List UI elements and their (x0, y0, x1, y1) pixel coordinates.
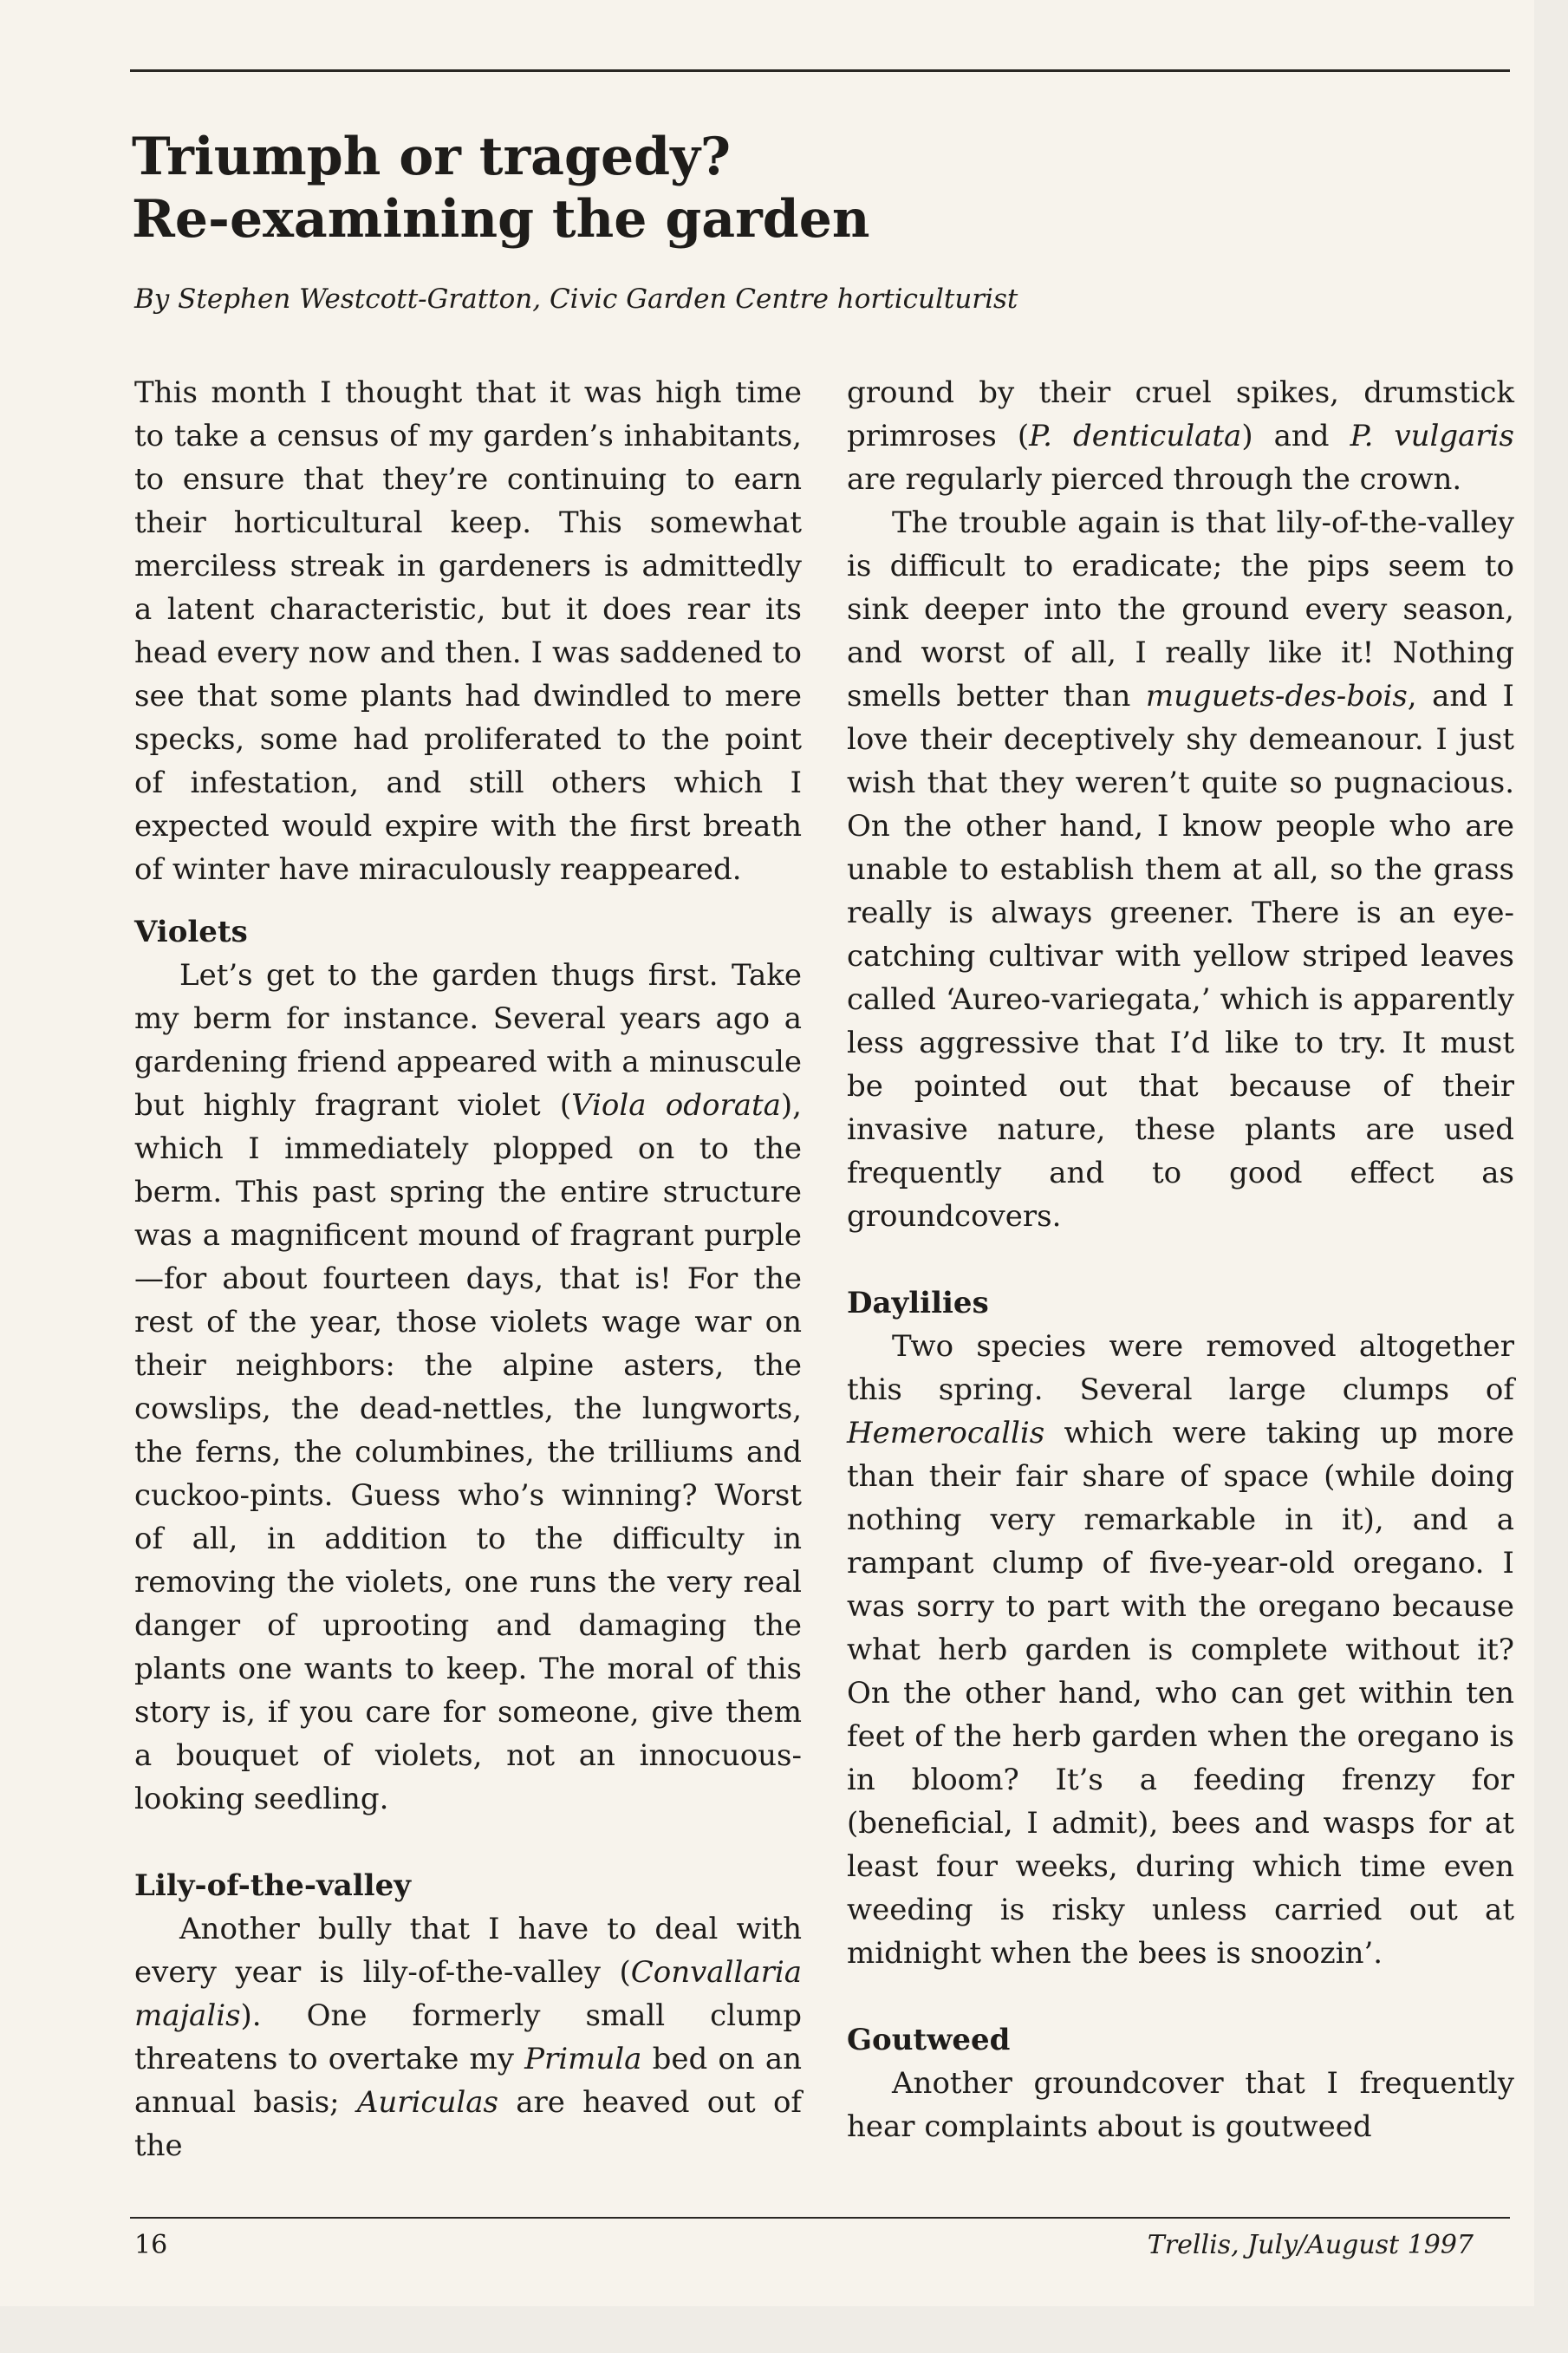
title-line-1: Triumph or tragedy? (132, 127, 732, 187)
goutweed-heading: Goutweed (847, 2023, 1011, 2057)
bottom-rule (130, 2217, 1510, 2219)
goutweed-paragraph: Another groundcover that I frequently hear complaints about is goutweed (847, 2066, 1514, 2144)
continued-paragraph: ground by their cruel spikes, drumstick primroses (P. denticulata) and P. vulgaris are regularly pierced through the crown. (847, 375, 1514, 497)
violets-heading: Violets (134, 915, 248, 949)
left-column (134, 371, 802, 2167)
top-rule (130, 69, 1510, 72)
article-title (132, 126, 1172, 251)
byline: By Stephen Westcott-Gratton, Civic Garden Centre horticulturist (134, 284, 1018, 315)
intro-paragraph: This month I thought that it was high time to take a census of my garden’s inhabitants, to ensure that they’re continuing to earn their horticultural keep. This somewhat merciless streak in gardeners is admittedly a latent characteristic, but it does rear its head every now and then. I was saddened to see that some plants had dwindled to mere specks, some had proliferated to the point of infestation, and still others which I expected would expire with the first breath of winter have miraculously reappeared. (134, 375, 802, 887)
lily-second-paragraph: The trouble again is that lily-of-the-valley is difficult to eradicate; the pips seem to sink deeper into the ground every season, and worst of all, I really like it! Nothing smells better than muguets-des-bois, and I love their deceptively shy demeanour. I just wish that they weren’t quite so pugnacious. On the other hand, I know people who are unable to establish them at all, so the grass really is always greener. There is an eye-catching cultivar with yellow striped leaves called ‘Aureo-variegata,’ which is apparently less aggressive that I’d like to try. It must be pointed out that because of their invasive nature, these plants are used frequently and to good effect as groundcovers. (847, 505, 1514, 1234)
violets-paragraph: Let’s get to the garden thugs first. Take my berm for instance. Several years ago a gardening friend appeared with a minuscule but highly fragrant violet (Viola odorata), which I immediately plopped on to the berm. This past spring the entire structure was a magnificent mound of fragrant purple—for about fourteen days, that is! For the rest of the year, those violets wage war on their neighbors: the alpine asters, the cowslips, the dead-nettles, the lungworts, the ferns, the columbines, the trilliums and cuckoo-pints. Guess who’s winning? Worst of all, in addition to the difficulty in removing the violets, one runs the very real danger of uprooting and damaging the plants one wants to keep. The moral of this story is, if you care for someone, give them a bouquet of violets, not an innocuous-looking seedling. (134, 958, 802, 1816)
publication-footer: Trellis, July/August 1997 (1147, 2230, 1474, 2260)
title-line-2: Re-examining the garden (132, 189, 870, 250)
lily-paragraph: Another bully that I have to deal with every year is lily-of-the-valley (Convallaria majalis). One formerly small clump threatens to overtake my Primula bed on an annual basis; Auriculas are heaved out of the (134, 1912, 803, 2163)
page-number: 16 (134, 2230, 168, 2260)
daylilies-paragraph: Two species were removed altogether this spring. Several large clumps of Hemerocallis which were taking up more than their fair share of space (while doing nothing very remarkable in it), and a rampant clump of five-year-old oregano. I was sorry to part with the oregano because what herb garden is complete without it? On the other hand, who can get within ten feet of the herb garden when the oregano is in bloom? It’s a feeding frenzy for (beneficial, I admit), bees and wasps for at least four weeks, during which time even weeding is risky unless carried out at midnight when the bees is snoozin’. (847, 1329, 1514, 1971)
lily-heading: Lily-of-the-valley (134, 1868, 411, 1903)
daylilies-heading: Daylilies (847, 1286, 989, 1320)
right-column (847, 371, 1514, 2148)
